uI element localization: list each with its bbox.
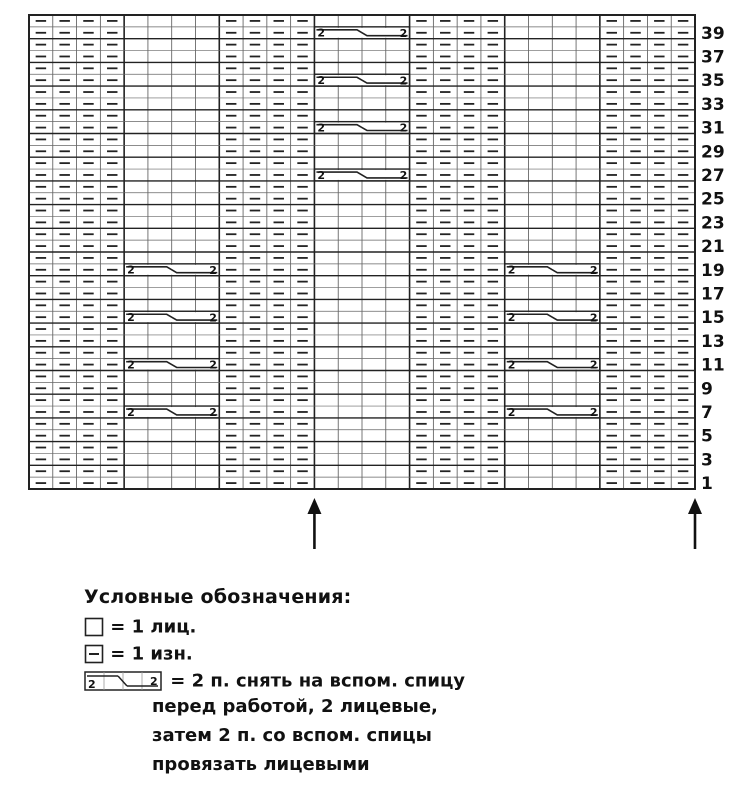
legend-cable-row [84, 670, 465, 692]
cable-symbol-icon [84, 670, 164, 692]
legend-purl-row [84, 643, 193, 665]
row-number-label: 7 [701, 402, 713, 423]
cable-label-right: 2 [209, 311, 217, 325]
purl-symbol-icon [84, 644, 104, 664]
cable-label-left: 2 [507, 311, 516, 325]
cable-label-left: 2 [317, 168, 326, 182]
cable-label-left: 2 [127, 405, 135, 419]
row-number-label: 15 [701, 308, 725, 329]
legend-knit-row [84, 616, 196, 638]
legend-cable-line-2: перед работой, 2 лицевые, [152, 696, 438, 717]
cable-label-right: 2 [589, 358, 598, 372]
knit-symbol-icon [84, 617, 104, 637]
row-number-label: 23 [701, 213, 725, 234]
cable-label-right: 2 [589, 311, 598, 325]
cable-label-right: 2 [589, 263, 598, 277]
row-number-label: 21 [701, 237, 725, 258]
row-number-label: 27 [701, 165, 725, 186]
row-number-label: 39 [701, 23, 725, 44]
legend-cable-description [152, 692, 438, 779]
row-number-label: 29 [701, 142, 725, 163]
repeat-arrow-head [688, 498, 702, 514]
row-number-label: 13 [701, 331, 725, 352]
legend-knit-text: = 1 лиц. [110, 616, 197, 638]
row-number-label: 5 [701, 426, 713, 447]
row-number-label: 1 [701, 474, 713, 495]
legend-title: Условные обозначения: [84, 586, 352, 608]
cable-label-right: 2 [399, 26, 408, 40]
cable-label-left: 2 [507, 358, 516, 372]
cable-label-right: 2 [399, 169, 408, 183]
row-number-label: 25 [701, 189, 725, 210]
row-number-label: 19 [701, 260, 725, 281]
cable-label-left: 2 [507, 263, 516, 277]
legend-cable-line-3: затем 2 п. со вспом. спицы [152, 725, 432, 746]
cable-label-right: 2 [209, 263, 217, 277]
cable-label-left: 2 [317, 26, 326, 40]
cable-label-left: 2 [127, 311, 135, 325]
row-number-label: 31 [701, 118, 725, 139]
row-number-label: 3 [701, 450, 713, 471]
cable-label-right: 2 [209, 358, 217, 372]
row-number-label: 17 [701, 284, 725, 305]
row-number-label: 9 [701, 379, 713, 400]
cable-symbol-left-label: 2 [88, 678, 96, 691]
cable-symbol-right-label: 2 [150, 675, 158, 688]
cable-label-right: 2 [399, 74, 408, 88]
legend-purl-text: = 1 изн. [110, 643, 193, 665]
legend-cable-line-4: провязать лицевыми [152, 754, 370, 775]
cable-label-left: 2 [507, 405, 516, 419]
cable-label-right: 2 [589, 406, 598, 420]
row-number-label: 35 [701, 71, 725, 92]
legend-cable-line-1: = 2 п. снять на вспом. спицу [170, 670, 466, 692]
cable-label-left: 2 [127, 358, 135, 372]
row-number-label: 11 [701, 355, 725, 376]
cable-label-left: 2 [317, 74, 326, 88]
row-number-label: 37 [701, 47, 725, 68]
cable-label-left: 2 [127, 263, 135, 277]
cable-label-right: 2 [209, 406, 217, 420]
repeat-arrow-head [307, 498, 321, 514]
cable-label-right: 2 [399, 121, 408, 135]
cable-label-left: 2 [317, 121, 326, 135]
row-number-label: 33 [701, 94, 725, 115]
